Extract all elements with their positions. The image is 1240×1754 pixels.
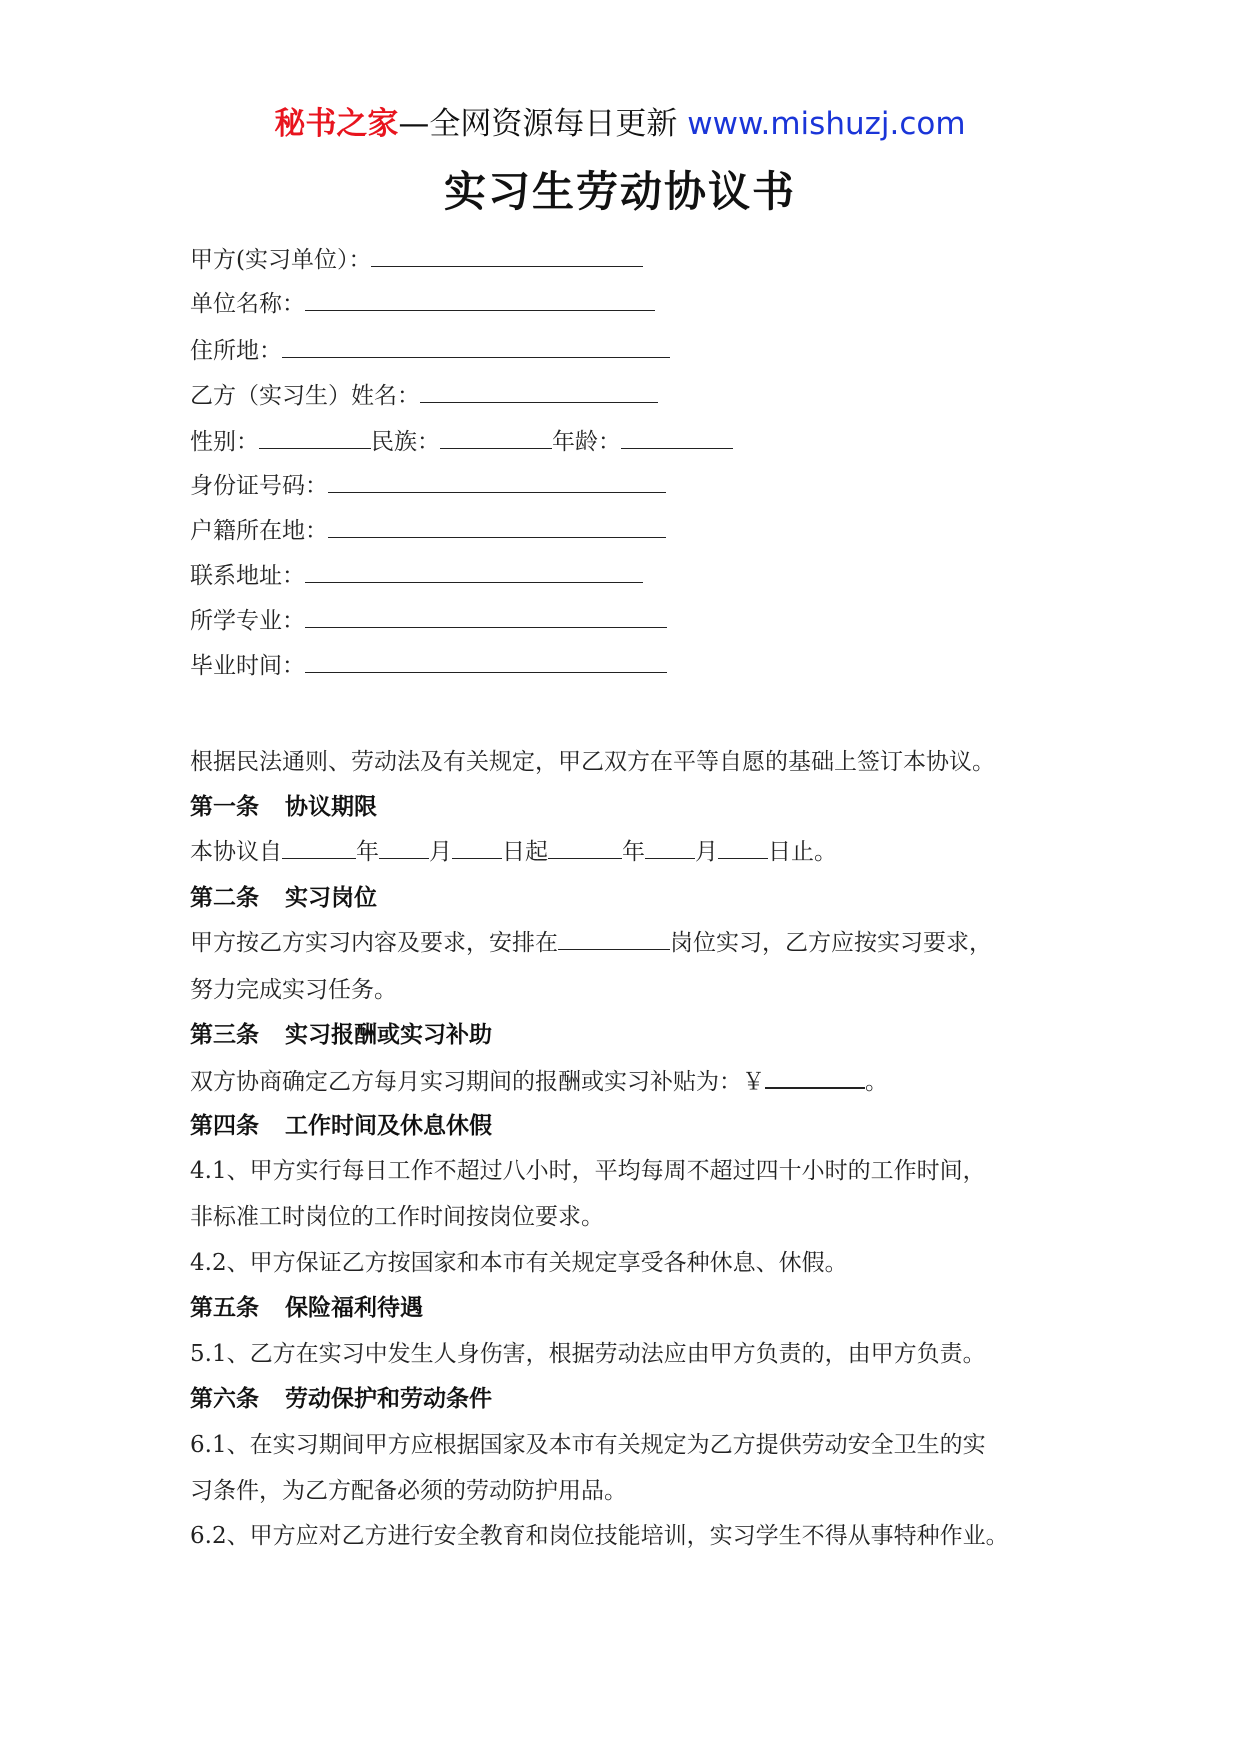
field-label: 住所地： [190,338,282,364]
article-title: 工作时间及休息休假 [285,1113,492,1139]
site-slogan: —全网资源每日更新 [398,106,678,142]
field-id-number [190,468,666,504]
article-4-2: 4.2、甲方保证乙方按国家和本市有关规定享受各种休息、休假。 [190,1250,848,1276]
site-brand: 秘书之家 [274,106,399,142]
article-3-text [190,1063,888,1100]
article-number: 第三条 [190,1022,259,1048]
party-b-name-blank[interactable] [420,378,658,403]
site-url-link[interactable]: www.mishuzj.com [687,106,966,142]
start-year-blank[interactable] [282,834,356,859]
text-segment: 月 [695,839,718,865]
party-a-blank[interactable] [371,242,643,267]
site-header [0,102,1240,146]
text-segment: 月 [429,839,452,865]
text-segment: 年 [622,839,645,865]
text-segment: 日止。 [768,839,837,865]
article-title: 实习岗位 [285,885,377,911]
end-day-blank[interactable] [718,834,768,859]
field-contact [190,558,643,594]
intro-paragraph: 根据民法通则、劳动法及有关规定，甲乙双方在平等自愿的基础上签订本协议。 [190,749,995,775]
start-day-blank[interactable] [452,834,502,859]
unit-name-blank[interactable] [305,286,655,311]
text-segment: 双方协商确定乙方每月实习期间的报酬或实习补贴为：￥ [190,1069,765,1095]
article-4-heading [190,1108,492,1144]
article-number: 第一条 [190,794,259,820]
article-1-heading [190,789,377,825]
field-unit-name [190,286,655,322]
age-blank[interactable] [621,424,733,449]
end-month-blank[interactable] [645,834,695,859]
field-label: 联系地址： [190,563,305,589]
post-blank[interactable] [558,925,670,950]
household-blank[interactable] [328,513,666,538]
ethnicity-blank[interactable] [440,424,552,449]
field-label: 户籍所在地： [190,518,328,544]
article-5-heading [190,1290,423,1326]
field-address [190,333,670,369]
article-6-1-line-1: 6.1、在实习期间甲方应根据国家及本市有关规定为乙方提供劳动安全卫生的实 [190,1432,986,1458]
end-year-blank[interactable] [548,834,622,859]
field-label: 性别： [190,429,259,455]
field-label: 单位名称： [190,291,305,317]
article-2-line-2: 努力完成实习任务。 [190,977,397,1003]
article-6-1-line-2: 习条件，为乙方配备必须的劳动防护用品。 [190,1478,627,1504]
field-label: 所学专业： [190,608,305,634]
article-number: 第二条 [190,885,259,911]
gender-blank[interactable] [259,424,371,449]
field-household [190,513,666,549]
field-party-a [190,242,643,278]
article-title: 劳动保护和劳动条件 [285,1386,492,1412]
article-2-line-1 [190,925,992,961]
field-label: 年龄： [552,429,621,455]
article-5-1: 5.1、乙方在实习中发生人身伤害，根据劳动法应由甲方负责的，由甲方负责。 [190,1341,986,1367]
text-segment: 甲方按乙方实习内容及要求，安排在 [190,930,558,956]
article-4-1-line-1: 4.1、甲方实行每日工作不超过八小时，平均每周不超过四十小时的工作时间， [190,1158,986,1184]
article-number: 第五条 [190,1295,259,1321]
field-party-b [190,378,658,414]
article-number: 第四条 [190,1113,259,1139]
field-graduation [190,648,667,684]
article-1-text [190,834,837,870]
article-6-heading [190,1381,492,1417]
article-number: 第六条 [190,1386,259,1412]
start-month-blank[interactable] [379,834,429,859]
id-number-blank[interactable] [328,468,666,493]
field-label: 身份证号码： [190,473,328,499]
text-segment: 日起 [502,839,548,865]
graduation-blank[interactable] [305,648,667,673]
field-gender-ethnicity-age [190,424,733,460]
field-label: 乙方（实习生）姓名： [190,383,420,409]
article-title: 保险福利待遇 [285,1295,423,1321]
field-label: 甲方(实习单位）： [190,247,372,273]
field-label: 民族： [371,429,440,455]
article-3-heading [190,1017,492,1053]
text-segment: 岗位实习，乙方应按实习要求， [670,930,992,956]
field-major [190,603,667,639]
contact-blank[interactable] [305,558,643,583]
address-blank[interactable] [282,333,670,358]
document-title: 实习生劳动协议书 [443,167,796,216]
major-blank[interactable] [305,603,667,628]
article-4-1-line-2: 非标准工时岗位的工作时间按岗位要求。 [190,1204,604,1230]
text-segment: 。 [865,1069,888,1095]
article-6-2: 6.2、甲方应对乙方进行安全教育和岗位技能培训，实习学生不得从事特种作业。 [190,1523,1009,1549]
allowance-amount-blank[interactable] [765,1063,865,1089]
article-title: 协议期限 [285,794,377,820]
field-label: 毕业时间： [190,653,305,679]
article-title: 实习报酬或实习补助 [285,1022,492,1048]
text-segment: 年 [356,839,379,865]
article-2-heading [190,880,377,916]
text-segment: 本协议自 [190,839,282,865]
